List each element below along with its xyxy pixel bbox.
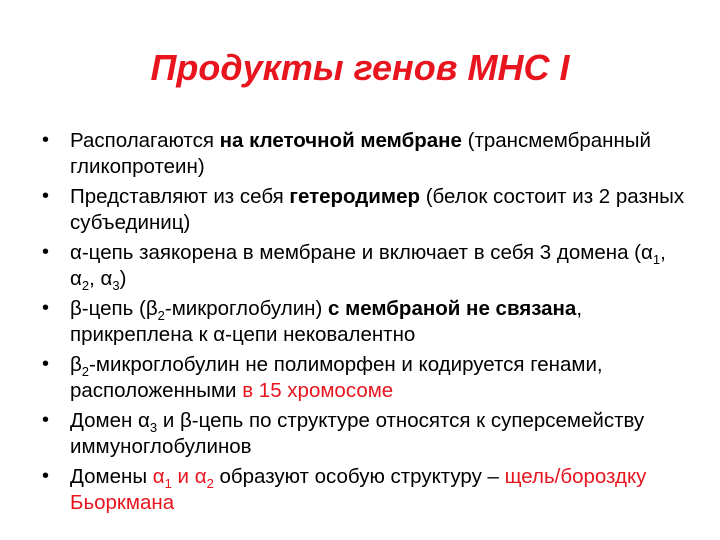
bullet-text: (белок состоит из 2 разных субъединиц) <box>70 185 685 234</box>
subscript: 2 <box>81 364 90 379</box>
bullet-item-4 <box>38 296 688 347</box>
bullet-item-5 <box>38 352 688 403</box>
bullet-red-text: и α <box>171 465 207 488</box>
bullet-item-6 <box>38 408 688 459</box>
bullet-item-7 <box>38 464 688 515</box>
bullet-text: , прикреплена к α-цепи нековалентно <box>70 297 583 346</box>
slide-title: Продукты генов МНС I <box>150 47 570 88</box>
bullet-dot: • <box>42 185 50 207</box>
subscript: 3 <box>112 277 120 293</box>
bullet-red-text: α <box>152 465 165 488</box>
bullet-text: Представляют из себя <box>70 185 290 208</box>
bullet-dot: • <box>42 129 50 151</box>
bullet-red-text: щель/бороздку Бьоркмана <box>70 465 647 514</box>
bullet-list <box>38 128 688 520</box>
bullet-text: Домен α <box>70 409 150 432</box>
bullet-item-3 <box>38 240 688 291</box>
bullet-dot: • <box>42 297 50 319</box>
subscript: 3 <box>149 420 158 435</box>
bullet-dot: • <box>42 353 50 375</box>
bullet-text: Располагаются <box>70 129 220 152</box>
bullet-text: α-цепь заякорена в мембране и включает в себя 3 домена (α <box>70 241 653 264</box>
bullet-item-1 <box>38 128 688 179</box>
bullet-text: -микроглобулин) <box>164 297 328 320</box>
bullet-text: ) <box>119 266 127 290</box>
bullet-text: β-цепь (β <box>70 297 158 320</box>
subscript: 2 <box>206 476 214 491</box>
bullet-text: , α <box>70 241 666 290</box>
bullet-bold-text: на клеточной мембране <box>219 129 462 152</box>
subscript: 2 <box>81 277 90 293</box>
bullet-text: -микроглобулин не полиморфен и кодируется генами, расположенными <box>70 353 603 402</box>
bullet-dot: • <box>42 409 50 431</box>
bullet-dot: • <box>42 465 50 487</box>
bullet-item-2 <box>38 184 688 235</box>
bullet-text: образуют особую структуру – <box>213 465 505 488</box>
bullet-bold-text: гетеродимер <box>289 185 420 208</box>
bullet-text: Домены <box>70 465 153 488</box>
bullet-text: , α <box>89 266 113 290</box>
bullet-text: (трансмембранный гликопротеин) <box>70 129 651 178</box>
bullet-red-text: в 15 хромосоме <box>242 378 394 402</box>
subscript: 1 <box>164 476 172 491</box>
bullet-bold-text: с мембраной не связана <box>327 297 577 320</box>
bullet-text: и β-цепь по структуре относятся к суперсемейству иммуноглобулинов <box>70 409 645 458</box>
subscript: 1 <box>652 252 661 267</box>
bullet-dot: • <box>42 241 50 263</box>
subscript: 2 <box>157 308 165 323</box>
bullet-text: β <box>70 353 82 376</box>
